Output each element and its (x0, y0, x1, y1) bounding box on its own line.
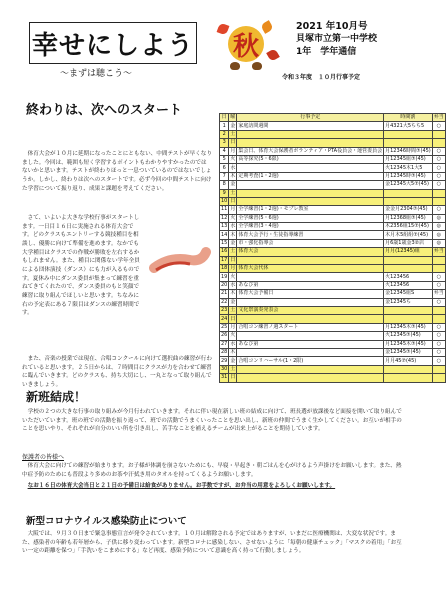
schedule-row (220, 365, 446, 373)
schedule-lunch: ◎ (432, 223, 445, 231)
schedule-lunch: ◎ (432, 239, 445, 247)
schedule-timetable (384, 130, 433, 138)
schedule-day: 7 (220, 172, 229, 180)
schedule-row (220, 181, 446, 189)
schedule-day: 26 (221, 332, 228, 339)
schedule-day: 11 (221, 206, 228, 213)
schedule-lunch (432, 139, 445, 147)
schedule-weekday: 木 (230, 349, 236, 356)
schedule-weekday: 日 (230, 139, 236, 146)
maple-leaf-icon (266, 48, 280, 62)
schedule-row (220, 147, 446, 155)
schedule-weekday: 水 (230, 282, 236, 288)
schedule-timetable: 月4321大5ちち5 (384, 122, 433, 130)
schedule-timetable: 月月45⑦(45) (384, 357, 433, 365)
schedule-day: 4 (220, 147, 229, 155)
schedule-timetable: 月月(12345)組 (384, 248, 433, 256)
schedule-day: 17 (221, 256, 228, 263)
col-header-events: 行事予定 (237, 114, 384, 122)
issue-date: 2021 年10月号 (296, 21, 368, 32)
section-title-covid: 新型コロナウイルス感染防止について (26, 516, 187, 527)
section-start-body-3 (22, 355, 212, 390)
schedule-weekday: 木 (230, 231, 236, 238)
schedule-row (220, 273, 446, 281)
schedule-lunch: ○ (432, 273, 445, 281)
schedule-lunch: 弁当 (433, 290, 444, 297)
schedule-day: 15 (221, 240, 228, 247)
schedule-event: 合唱コンリハーサル(1・2限) (237, 357, 384, 365)
schedule-day: 16 (221, 248, 228, 255)
schedule-row (220, 256, 446, 264)
schedule-event: あなび第 (237, 281, 384, 289)
schedule-lunch (432, 306, 445, 314)
chestnut-icon (230, 62, 240, 70)
schedule-lunch: ○ (432, 357, 445, 365)
schedule-row (220, 155, 446, 163)
schedule-weekday: 水 (230, 164, 236, 171)
notice-body (22, 462, 402, 491)
schedule-timetable: 火12345木1大5 (384, 164, 433, 172)
lunch-notice: なお１６日の体育大会当日と２１日の予備日は給食がありません。お手数ですが、お弁当の用意をよろしくお願いします。 (27, 483, 336, 490)
schedule-weekday: 木 (230, 172, 236, 179)
schedule-timetable: 火12345⑦(45) (384, 332, 433, 340)
october-schedule-table (219, 113, 446, 383)
schedule-day: 29 (221, 357, 228, 364)
autumn-emblem: 秋 (228, 26, 264, 62)
schedule-weekday: 日 (230, 374, 236, 381)
schedule-lunch: ○ (432, 281, 445, 289)
col-header-timetable: 時間割 (384, 114, 433, 122)
notice-title: 保護者の皆様へ (22, 454, 65, 461)
schedule-event (237, 139, 384, 147)
schedule-lunch: ○ (432, 164, 445, 172)
schedule-row (220, 357, 446, 365)
schedule-event (237, 315, 384, 323)
schedule-row (220, 214, 446, 222)
col-header-weekday: 曜 (230, 114, 236, 121)
schedule-lunch: ○ (432, 155, 445, 163)
schedule-row (220, 248, 446, 256)
schedule-day: 9 (220, 189, 229, 197)
paragraph: また、音楽の授業では現在、合唱コンクールに向けて選択曲の練習が行われていると思います。２５日からは、７時間目にクラスが力を合わせて練習に臨んでいきます。どのクラスも、持ち大切にし、一丸となって取り組んでいきましょう。 (22, 356, 212, 388)
schedule-event (237, 197, 384, 205)
schedule-weekday: 土 (230, 189, 236, 196)
schedule-lunch (432, 315, 445, 323)
schedule-event: 体育大会代休 (237, 265, 384, 273)
schedule-day: 12 (221, 214, 228, 221)
schedule-event: 全学練習(5・6週) (237, 214, 384, 222)
schedule-event: 全学練習(1・2週)・モブレ教室 (237, 206, 384, 214)
schedule-row (220, 298, 446, 306)
schedule-day: 19 (221, 273, 228, 280)
schedule-timetable (384, 374, 433, 382)
schedule-day: 13 (221, 223, 228, 230)
schedule-weekday: 日 (230, 198, 236, 205)
schedule-timetable: 月12345木⑦(45) (384, 340, 433, 348)
maple-leaf-icon (217, 23, 230, 36)
schedule-row (220, 374, 446, 382)
schedule-timetable: 月6歳1歳金3②店 (384, 239, 433, 247)
schedule-day: 23 (221, 307, 228, 314)
schedule-timetable: 月12345組⑦(45) (384, 155, 433, 163)
schedule-event: 高等探究(5・6限) (237, 155, 384, 163)
maple-leaf-icon (260, 20, 274, 34)
schedule-day: 30 (221, 365, 228, 372)
schedule-event: 定期考査(1・2週) (237, 172, 384, 180)
schedule-weekday: 月 (230, 265, 236, 272)
schedule-day: 31 (221, 374, 228, 381)
schedule-event (237, 164, 384, 172)
schedule-event (237, 273, 384, 281)
schedule-row (220, 348, 446, 356)
schedule-row (220, 340, 446, 348)
schedule-lunch: 弁当 (433, 248, 444, 255)
schedule-weekday: 金 (230, 122, 236, 129)
schedule-timetable: 月12345木⑦(45) (384, 323, 433, 331)
schedule-timetable: 月12368組⑦(45) (384, 214, 433, 222)
schedule-timetable (384, 139, 433, 147)
schedule-timetable (384, 315, 433, 323)
schedule-event (237, 374, 384, 382)
schedule-timetable: 金金月2304⑦(45) (384, 206, 433, 214)
schedule-weekday: 火 (230, 273, 236, 280)
schedule-event: 集会日、体育大会保護者ボランティア・PTA役員会・運営委員会 (238, 147, 383, 154)
schedule-weekday: 金 (230, 298, 236, 305)
schedule-event (237, 332, 384, 340)
section-title-new-groups: 新班結成！ (26, 390, 87, 404)
schedule-timetable (384, 189, 433, 197)
col-header-day: 日 (220, 114, 229, 122)
schedule-day: 28 (221, 349, 228, 356)
paragraph: 学校の２つの大きな行事の取り組みが今月行われていきます。それに伴い現在新しい班の結成に向けて、班長選が放課後など面接を開いて取り組んでいただいています。班の班での活動を振り返って、班での活動でうまくいったことを思い出し、新班の仲間でうまく生かしてください。お互いが相手のことを思いやり、それぞれが自分のいい所を引き出し、苦手なことを補えるチームが出来上がることを期待しています。 (22, 409, 402, 433)
paragraph: 体育大会に向けての練習が始まります。お子様が体調を崩さないためにも、早寝・早起き・朝ごはんを心がけるよう声掛けをお願いします。また、熱中症予防のためにも普段より多めのお茶や汗拭き用のタオルを持ってくるようお願いします。 (22, 463, 402, 478)
schedule-row (220, 189, 446, 197)
schedule-row (220, 139, 446, 147)
schedule-row (220, 306, 446, 314)
schedule-weekday: 水 (230, 340, 236, 347)
schedule-row (220, 164, 446, 172)
schedule-weekday: 土 (230, 130, 236, 137)
schedule-lunch: ○ (432, 323, 445, 331)
schedule-timetable (384, 265, 433, 273)
schedule-event (237, 181, 384, 189)
newsletter-title-box (29, 22, 197, 64)
schedule-day: 25 (221, 323, 228, 330)
schedule-lunch: ○ (432, 172, 445, 180)
schedule-lunch (432, 365, 445, 373)
schedule-lunch (432, 256, 445, 264)
schedule-row (220, 172, 446, 180)
schedule-event: 家庭訪問週間 (237, 122, 384, 130)
schedule-timetable: 木月木5組組⑦(45) (384, 231, 433, 239)
section-title-start: 終わりは、次へのスタート (26, 103, 183, 118)
schedule-row (220, 332, 446, 340)
schedule-event (237, 256, 384, 264)
schedule-timetable: 火123456 (384, 273, 433, 281)
schedule-row (220, 130, 446, 138)
schedule-day: 5 (220, 155, 229, 163)
stretching-arm-illustration (150, 238, 210, 283)
schedule-lunch: ◎ (432, 231, 445, 239)
schedule-weekday: 月 (230, 206, 236, 213)
schedule-weekday: 日 (230, 315, 236, 322)
schedule-timetable (384, 256, 433, 264)
schedule-row (220, 206, 446, 214)
schedule-timetable (384, 306, 433, 314)
schedule-weekday: 火 (230, 332, 236, 339)
schedule-lunch: ○ (432, 122, 445, 130)
schedule-lunch: ○ (432, 332, 445, 340)
schedule-row (220, 239, 446, 247)
schedule-day: 6 (220, 164, 229, 172)
schedule-day: 14 (221, 231, 228, 238)
schedule-day: 20 (221, 282, 228, 288)
schedule-day: 24 (221, 315, 228, 322)
schedule-event: 体育大会 (237, 248, 384, 256)
schedule-row (220, 223, 446, 231)
schedule-weekday: 土 (230, 248, 236, 255)
schedule-event (237, 130, 384, 138)
schedule-timetable (384, 365, 433, 373)
schedule-row (220, 281, 446, 289)
col-header-lunch: 弁当 (433, 114, 444, 121)
schedule-row (220, 231, 446, 239)
schedule-day: 10 (221, 198, 228, 205)
schedule-row (220, 315, 446, 323)
chestnut-icon (252, 62, 262, 70)
schedule-timetable: 火123456 (384, 281, 433, 289)
newsletter-title: 幸せにしよう (31, 30, 194, 61)
schedule-weekday: 土 (230, 365, 236, 372)
schedule-lunch: ○ (432, 181, 445, 189)
schedule-event: 市・強化指導会 (237, 239, 384, 247)
paragraph: 大阪では、９月３０日まで緊急事態宣言が発令されています。１０月は解除される予定ではありますが、いまだに医療機関は、大変な状況です。また、感染者の年齢も若年層から、子供に移り変わっています。新型コロナに感染しない、させないように「毎朝の健康チェック」「マスクの着用」「お互い一定の距離を保つ」「手洗いをこまめにする」など再度、感染予防について意識を高く持って行動しましょう。 (22, 531, 402, 555)
schedule-lunch (432, 374, 445, 382)
schedule-weekday: 日 (230, 256, 236, 263)
schedule-day: 27 (221, 340, 228, 347)
schedule-lunch: ◎ (432, 214, 445, 222)
schedule-weekday: 水 (230, 223, 236, 230)
schedule-lunch: ○ (432, 298, 445, 306)
schedule-event: 合唱コン練習ノ週スタート (237, 323, 384, 331)
schedule-event: 体育大会予備日 (237, 290, 384, 298)
schedule-row (220, 323, 446, 331)
schedule-row (220, 122, 446, 130)
schedule-event: 全学練習(3・4週) (237, 223, 384, 231)
schedule-lunch: ○ (432, 206, 445, 214)
schedule-row (220, 290, 446, 298)
newsletter-subtitle: ～まずは聴こう～ (60, 69, 133, 79)
schedule-weekday: 月 (230, 323, 236, 330)
schedule-row (220, 265, 446, 273)
schedule-lunch: ○ (432, 340, 445, 348)
schedule-timetable: 金12345大5⑦(45) (384, 181, 433, 189)
schedule-lunch (432, 197, 445, 205)
schedule-timetable: 月12345時⑦(45) (384, 172, 433, 180)
schedule-weekday: 火 (230, 214, 236, 221)
schedule-day: 18 (221, 265, 228, 272)
schedule-event: 体育大会予行・生徒指導練習 (237, 231, 384, 239)
section-covid-body (22, 530, 402, 556)
grade-newsletter-label: 1年 学年通信 (296, 47, 357, 57)
section-start-body (22, 150, 212, 193)
schedule-weekday: 月 (230, 147, 236, 154)
schedule-event (237, 348, 384, 356)
schedule-row (220, 197, 446, 205)
paragraph: 体育大会が１０月に延期になったことにともない、中間テストが早くなりました。今回は、範囲も短く学習するポイントもわかりやすかったのではないかと思います。テストが終わりほっと一息ついているのではないでしょうか。しかし、終わりは次へのスタートです。必ず今回の中間テストに向けた学習について振り返り、成果と課題を考えてください。 (22, 151, 212, 192)
schedule-lunch (432, 265, 445, 273)
schedule-day: 8 (220, 181, 229, 189)
schedule-lunch (432, 130, 445, 138)
schedule-event (237, 189, 384, 197)
schedule-timetable: 金12345組S (384, 290, 433, 298)
schedule-timetable: 金12345⑦(45) (384, 348, 433, 356)
schedule-lunch: ○ (432, 348, 445, 356)
schedule-event: 文化祭演奏発表会 (237, 306, 384, 314)
schedule-timetable: 月12346時間⑦(45) (385, 147, 431, 154)
schedule-caption: 令和３年度 １０月行事予定 (282, 74, 361, 81)
schedule-event (237, 298, 384, 306)
schedule-day: 21 (221, 290, 228, 297)
schedule-weekday: 木 (230, 290, 236, 297)
schedule-lunch (432, 189, 445, 197)
schedule-day: 2 (220, 130, 229, 138)
schedule-day: 3 (220, 139, 229, 147)
section-new-groups-body (22, 408, 402, 434)
schedule-timetable: 金12345ち (384, 298, 433, 306)
schedule-weekday: 金 (230, 357, 236, 364)
schedule-weekday: 金 (230, 240, 236, 247)
schedule-weekday: 金 (230, 181, 236, 188)
schedule-weekday: 土 (230, 307, 236, 314)
paragraph: さて、いよいよ大きな学校行事がスタートします。一日目１６日に実施される体育大会です。どのクラスもエントリーする競技種目を相談し、優勝に向けて準備を進めます。なかでも大学種目はクラスでの作戦が勝敗を左右するかもしれません。また、種目に関係ない学年全員による団体演技（ダンス）にも力が入るものです。夏休み中にダンス委員が集まって練習を重ねてきてくれたので、ダンス委員のもと笑顔で練習に取り組んでほしいと思います。ちなみに右の予定表にある７限目はダンスの練習時間です。 (22, 215, 140, 317)
schedule-timetable: 木2356組15⑦(45) (384, 223, 433, 231)
school-name: 貝塚市立第一中学校 (296, 34, 378, 44)
schedule-event: あなび第 (237, 340, 384, 348)
schedule-day: 1 (220, 122, 229, 130)
schedule-timetable (384, 197, 433, 205)
schedule-event (237, 365, 384, 373)
schedule-day: 22 (221, 298, 228, 305)
schedule-weekday: 火 (230, 156, 236, 163)
schedule-lunch: ○ (432, 147, 445, 155)
